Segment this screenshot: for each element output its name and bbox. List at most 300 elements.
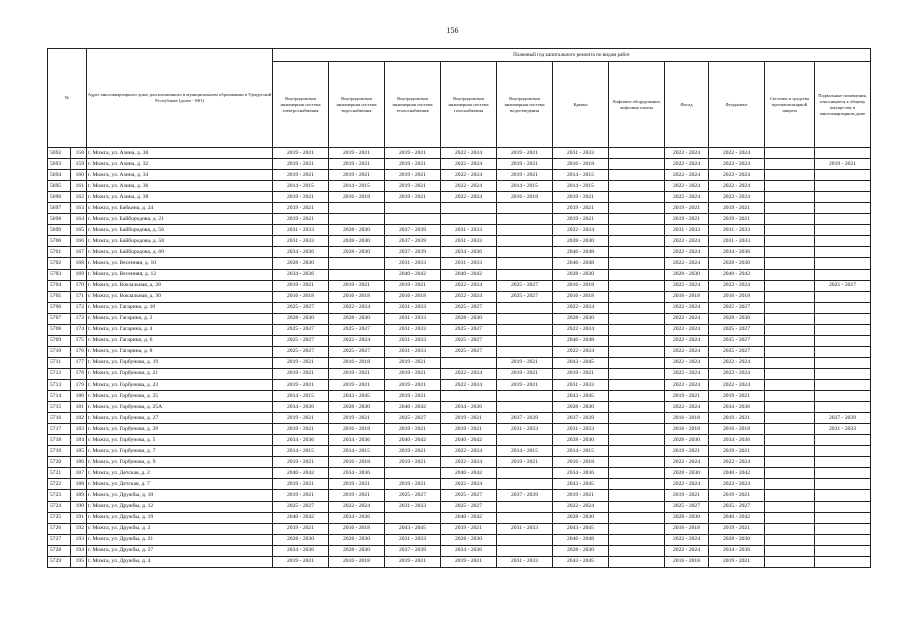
plan-year-cell: 2028 - 2030 bbox=[329, 247, 385, 258]
plan-year-cell bbox=[815, 302, 871, 313]
plan-year-cell: 2025 - 2027 bbox=[497, 291, 553, 302]
row-number: 168 bbox=[71, 258, 87, 269]
plan-year-cell: 2019 - 2021 bbox=[329, 170, 385, 181]
plan-year-cell: 2025 - 2027 bbox=[709, 324, 765, 335]
table-row bbox=[48, 446, 871, 457]
row-id: 5721 bbox=[48, 468, 71, 479]
plan-year-cell bbox=[815, 170, 871, 181]
plan-year-cell bbox=[609, 468, 665, 479]
row-id: 5700 bbox=[48, 236, 71, 247]
row-number: 167 bbox=[71, 247, 87, 258]
plan-year-cell: 2034 - 2036 bbox=[709, 402, 765, 413]
row-id: 5712 bbox=[48, 368, 71, 379]
header-work-roof: Крыша bbox=[553, 62, 609, 148]
plan-year-cell bbox=[497, 225, 553, 236]
plan-year-cell bbox=[609, 236, 665, 247]
row-id: 5698 bbox=[48, 214, 71, 225]
plan-year-cell: 2031 - 2033 bbox=[553, 148, 609, 159]
plan-year-cell bbox=[765, 324, 815, 335]
plan-year-cell bbox=[609, 258, 665, 269]
plan-year-cell bbox=[765, 269, 815, 280]
plan-year-cell: 2016 - 2018 bbox=[385, 291, 441, 302]
row-number: 192 bbox=[71, 523, 87, 534]
plan-year-cell: 2031 - 2033 bbox=[441, 225, 497, 236]
row-address: г. Можга, ул. Вокзальная, д. 28 bbox=[87, 280, 273, 291]
plan-year-cell: 2019 - 2021 bbox=[385, 479, 441, 490]
plan-year-cell bbox=[765, 291, 815, 302]
plan-year-cell: 2016 - 2018 bbox=[329, 192, 385, 203]
plan-year-cell: 2016 - 2018 bbox=[329, 291, 385, 302]
plan-year-cell: 2025 - 2027 bbox=[385, 413, 441, 424]
plan-year-cell: 2014 - 2015 bbox=[553, 446, 609, 457]
row-number: 170 bbox=[71, 280, 87, 291]
header-plan-year: Плановый год капитального ремонта по видам работ bbox=[273, 49, 871, 62]
row-id: 5708 bbox=[48, 324, 71, 335]
plan-year-cell: 2031 - 2033 bbox=[385, 302, 441, 313]
table-header bbox=[48, 49, 871, 148]
plan-year-cell: 2019 - 2021 bbox=[553, 490, 609, 501]
row-number: 173 bbox=[71, 313, 87, 324]
plan-year-cell bbox=[497, 214, 553, 225]
plan-year-cell: 2019 - 2021 bbox=[385, 446, 441, 457]
plan-year-cell: 2019 - 2021 bbox=[273, 170, 329, 181]
plan-year-cell: 2019 - 2021 bbox=[273, 479, 329, 490]
plan-year-cell: 2028 - 2030 bbox=[553, 269, 609, 280]
plan-year-cell: 2025 - 2027 bbox=[273, 324, 329, 335]
plan-year-cell bbox=[765, 357, 815, 368]
row-number: 159 bbox=[71, 159, 87, 170]
plan-year-cell bbox=[497, 479, 553, 490]
plan-year-cell bbox=[765, 468, 815, 479]
plan-year-cell bbox=[497, 203, 553, 214]
plan-year-cell: 2031 - 2033 bbox=[385, 534, 441, 545]
plan-year-cell: 2031 - 2033 bbox=[385, 258, 441, 269]
plan-year-cell: 2034 - 2036 bbox=[441, 247, 497, 258]
plan-year-cell: 2019 - 2021 bbox=[329, 413, 385, 424]
plan-year-cell: 2034 - 2036 bbox=[273, 435, 329, 446]
plan-year-cell: 2022 - 2024 bbox=[665, 170, 709, 181]
plan-year-cell: 2028 - 2030 bbox=[709, 313, 765, 324]
plan-year-cell: 2019 - 2021 bbox=[273, 457, 329, 468]
plan-year-cell bbox=[815, 148, 871, 159]
plan-year-cell bbox=[609, 181, 665, 192]
plan-year-cell bbox=[609, 346, 665, 357]
plan-year-cell: 2040 - 2042 bbox=[709, 468, 765, 479]
plan-year-cell: 2019 - 2021 bbox=[385, 379, 441, 390]
plan-year-cell: 2040 - 2042 bbox=[709, 269, 765, 280]
plan-year-cell bbox=[609, 214, 665, 225]
table-row bbox=[48, 490, 871, 501]
plan-year-cell bbox=[441, 391, 497, 402]
plan-year-cell bbox=[815, 357, 871, 368]
plan-year-cell: 2037 - 2039 bbox=[385, 247, 441, 258]
plan-year-cell bbox=[609, 545, 665, 556]
plan-year-cell: 2031 - 2033 bbox=[497, 556, 553, 567]
plan-year-cell: 2019 - 2021 bbox=[665, 490, 709, 501]
plan-year-cell: 2022 - 2024 bbox=[441, 446, 497, 457]
plan-year-cell: 2043 - 2045 bbox=[553, 523, 609, 534]
plan-year-cell bbox=[765, 258, 815, 269]
plan-year-cell: 2016 - 2018 bbox=[497, 192, 553, 203]
plan-year-cell: 2043 - 2045 bbox=[329, 391, 385, 402]
plan-year-cell: 2025 - 2027 bbox=[665, 501, 709, 512]
table-row bbox=[48, 457, 871, 468]
plan-year-cell: 2022 - 2024 bbox=[329, 302, 385, 313]
plan-year-cell: 2040 - 2042 bbox=[385, 435, 441, 446]
plan-year-cell: 2022 - 2024 bbox=[665, 280, 709, 291]
plan-year-cell bbox=[765, 225, 815, 236]
plan-year-cell: 2016 - 2018 bbox=[665, 523, 709, 534]
plan-year-cell: 2019 - 2021 bbox=[709, 523, 765, 534]
plan-year-cell bbox=[765, 413, 815, 424]
plan-year-cell: 2040 - 2042 bbox=[385, 402, 441, 413]
row-number: 172 bbox=[71, 302, 87, 313]
plan-year-cell: 2034 - 2036 bbox=[329, 468, 385, 479]
plan-year-cell: 2022 - 2024 bbox=[665, 302, 709, 313]
row-address: г. Можга, ул. Вокзальная, д. 30 bbox=[87, 291, 273, 302]
plan-year-cell: 2022 - 2024 bbox=[441, 170, 497, 181]
plan-year-cell bbox=[765, 148, 815, 159]
row-number: 166 bbox=[71, 236, 87, 247]
row-address: г. Можга, ул. Гагарина, д. 8 bbox=[87, 346, 273, 357]
plan-year-cell: 2037 - 2039 bbox=[815, 413, 871, 424]
plan-year-cell: 2043 - 2045 bbox=[553, 556, 609, 567]
plan-year-cell: 2016 - 2018 bbox=[553, 159, 609, 170]
plan-year-cell: 2016 - 2018 bbox=[553, 280, 609, 291]
plan-year-cell: 2019 - 2021 bbox=[553, 368, 609, 379]
plan-year-cell: 2025 - 2027 bbox=[273, 302, 329, 313]
plan-year-cell: 2031 - 2033 bbox=[273, 225, 329, 236]
plan-year-cell: 2016 - 2018 bbox=[553, 457, 609, 468]
plan-year-cell: 2028 - 2030 bbox=[665, 435, 709, 446]
row-address: г. Можга, ул. Дружбы, д. 12 bbox=[87, 501, 273, 512]
row-number: 160 bbox=[71, 170, 87, 181]
row-address: г. Можга, ул. Азина, д. 38 bbox=[87, 192, 273, 203]
plan-year-cell bbox=[609, 413, 665, 424]
plan-year-cell bbox=[497, 501, 553, 512]
row-number: 175 bbox=[71, 335, 87, 346]
plan-year-cell bbox=[815, 556, 871, 567]
plan-year-cell: 2037 - 2039 bbox=[385, 236, 441, 247]
row-id: 5711 bbox=[48, 357, 71, 368]
plan-year-cell: 2019 - 2021 bbox=[273, 379, 329, 390]
plan-year-cell: 2019 - 2021 bbox=[709, 391, 765, 402]
table-row bbox=[48, 556, 871, 567]
plan-year-cell bbox=[385, 468, 441, 479]
plan-year-cell bbox=[815, 236, 871, 247]
plan-year-cell: 2022 - 2024 bbox=[665, 313, 709, 324]
plan-year-cell: 2028 - 2030 bbox=[665, 269, 709, 280]
plan-year-cell: 2019 - 2021 bbox=[385, 457, 441, 468]
table-row bbox=[48, 324, 871, 335]
plan-year-cell: 2025 - 2027 bbox=[709, 302, 765, 313]
row-id: 5726 bbox=[48, 523, 71, 534]
plan-year-cell bbox=[609, 203, 665, 214]
plan-year-cell: 2028 - 2030 bbox=[273, 258, 329, 269]
row-id: 5715 bbox=[48, 402, 71, 413]
table-row bbox=[48, 280, 871, 291]
row-address: г. Можга, ул. Дружбы, д. 19 bbox=[87, 512, 273, 523]
plan-year-cell: 2031 - 2033 bbox=[441, 236, 497, 247]
plan-year-cell: 2019 - 2021 bbox=[329, 479, 385, 490]
row-address: г. Можга, ул. Горбунова, д. 5 bbox=[87, 435, 273, 446]
row-address: г. Можга, ул. Горбунова, д. 9 bbox=[87, 457, 273, 468]
row-number: 163 bbox=[71, 203, 87, 214]
plan-year-cell bbox=[765, 391, 815, 402]
header-work-foundation: Фундамент bbox=[709, 62, 765, 148]
plan-year-cell bbox=[609, 424, 665, 435]
plan-year-cell bbox=[815, 457, 871, 468]
plan-year-cell: 2022 - 2024 bbox=[709, 170, 765, 181]
plan-year-cell bbox=[815, 512, 871, 523]
plan-year-cell: 2019 - 2021 bbox=[273, 214, 329, 225]
plan-year-cell bbox=[765, 236, 815, 247]
plan-year-cell bbox=[497, 269, 553, 280]
plan-year-cell bbox=[815, 346, 871, 357]
plan-year-cell: 2019 - 2021 bbox=[329, 379, 385, 390]
plan-year-cell: 2022 - 2024 bbox=[665, 368, 709, 379]
plan-year-cell: 2037 - 2039 bbox=[385, 545, 441, 556]
table-row bbox=[48, 468, 871, 479]
plan-year-cell: 2019 - 2021 bbox=[385, 357, 441, 368]
plan-year-cell: 2034 - 2036 bbox=[441, 402, 497, 413]
plan-year-cell: 2019 - 2021 bbox=[385, 391, 441, 402]
plan-year-cell bbox=[385, 203, 441, 214]
plan-year-cell: 2046 - 2048 bbox=[553, 335, 609, 346]
plan-year-cell: 2014 - 2015 bbox=[497, 446, 553, 457]
plan-year-cell: 2022 - 2024 bbox=[665, 159, 709, 170]
plan-year-cell: 2028 - 2030 bbox=[553, 435, 609, 446]
plan-year-cell: 2022 - 2024 bbox=[709, 457, 765, 468]
row-address: г. Можга, ул. Азина, д. 36 bbox=[87, 181, 273, 192]
plan-year-cell bbox=[765, 368, 815, 379]
plan-year-cell: 2022 - 2024 bbox=[441, 148, 497, 159]
plan-year-cell: 2016 - 2018 bbox=[273, 291, 329, 302]
row-number: 171 bbox=[71, 291, 87, 302]
row-id: 5702 bbox=[48, 258, 71, 269]
header-work-sewage: Внутридомовая инженерная система водоотведения bbox=[497, 62, 553, 148]
plan-year-cell: 2022 - 2024 bbox=[709, 479, 765, 490]
plan-year-cell: 2022 - 2024 bbox=[709, 368, 765, 379]
plan-year-cell: 2025 - 2027 bbox=[329, 346, 385, 357]
plan-year-cell: 2016 - 2018 bbox=[329, 523, 385, 534]
plan-year-cell: 2019 - 2021 bbox=[273, 413, 329, 424]
plan-year-cell: 2025 - 2027 bbox=[497, 280, 553, 291]
plan-year-cell: 2019 - 2021 bbox=[273, 192, 329, 203]
page-number: 156 bbox=[446, 26, 459, 35]
table-row bbox=[48, 269, 871, 280]
plan-year-cell: 2025 - 2027 bbox=[273, 335, 329, 346]
plan-year-cell: 2040 - 2042 bbox=[441, 269, 497, 280]
plan-year-cell bbox=[609, 335, 665, 346]
plan-year-cell bbox=[497, 236, 553, 247]
plan-year-cell: 2028 - 2030 bbox=[665, 512, 709, 523]
row-number: 165 bbox=[71, 225, 87, 236]
plan-year-cell: 2022 - 2024 bbox=[709, 357, 765, 368]
plan-year-cell: 2022 - 2024 bbox=[441, 159, 497, 170]
plan-year-cell: 2019 - 2021 bbox=[497, 170, 553, 181]
table-row bbox=[48, 368, 871, 379]
row-address: г. Можга, ул. Гагарина, д. 2 bbox=[87, 313, 273, 324]
plan-year-cell: 2031 - 2033 bbox=[497, 424, 553, 435]
plan-year-cell: 2022 - 2024 bbox=[441, 379, 497, 390]
plan-year-cell bbox=[815, 313, 871, 324]
plan-year-cell bbox=[815, 269, 871, 280]
plan-year-cell: 2022 - 2024 bbox=[709, 379, 765, 390]
plan-year-cell bbox=[815, 324, 871, 335]
plan-year-cell bbox=[609, 280, 665, 291]
row-address: г. Можга, ул. Дружбы, д. 27 bbox=[87, 545, 273, 556]
plan-year-cell: 2019 - 2021 bbox=[553, 203, 609, 214]
row-id: 5720 bbox=[48, 457, 71, 468]
plan-year-cell: 2040 - 2042 bbox=[441, 435, 497, 446]
plan-year-cell: 2025 - 2027 bbox=[441, 346, 497, 357]
plan-year-cell: 2019 - 2021 bbox=[709, 446, 765, 457]
plan-year-cell: 2019 - 2021 bbox=[709, 556, 765, 567]
plan-year-cell: 2028 - 2030 bbox=[553, 402, 609, 413]
plan-year-cell: 2022 - 2024 bbox=[441, 479, 497, 490]
plan-year-cell: 2019 - 2021 bbox=[497, 159, 553, 170]
table-row bbox=[48, 512, 871, 523]
row-id: 5701 bbox=[48, 247, 71, 258]
plan-year-cell: 2025 - 2027 bbox=[815, 280, 871, 291]
plan-year-cell: 2019 - 2021 bbox=[709, 203, 765, 214]
row-address: г. Можга, ул. Горбунова, д. 23 bbox=[87, 379, 273, 390]
plan-year-cell: 2037 - 2039 bbox=[385, 225, 441, 236]
plan-year-cell: 2040 - 2042 bbox=[273, 512, 329, 523]
plan-year-cell bbox=[815, 468, 871, 479]
plan-year-cell: 2019 - 2021 bbox=[273, 424, 329, 435]
row-id: 5709 bbox=[48, 335, 71, 346]
plan-year-cell: 2022 - 2024 bbox=[665, 346, 709, 357]
plan-year-cell bbox=[497, 512, 553, 523]
table-row bbox=[48, 247, 871, 258]
plan-year-cell: 2043 - 2045 bbox=[553, 479, 609, 490]
row-number: 178 bbox=[71, 368, 87, 379]
table-row bbox=[48, 181, 871, 192]
table-row bbox=[48, 534, 871, 545]
plan-year-cell: 2028 - 2030 bbox=[441, 313, 497, 324]
plan-year-cell: 2019 - 2021 bbox=[385, 170, 441, 181]
plan-year-cell bbox=[609, 457, 665, 468]
plan-year-cell bbox=[815, 192, 871, 203]
plan-year-cell bbox=[765, 192, 815, 203]
plan-year-cell: 2022 - 2024 bbox=[441, 181, 497, 192]
row-number: 180 bbox=[71, 391, 87, 402]
plan-year-cell: 2019 - 2021 bbox=[553, 192, 609, 203]
row-address: г. Можга, ул. Азина, д. 34 bbox=[87, 170, 273, 181]
row-number: 184 bbox=[71, 435, 87, 446]
row-id: 5692 bbox=[48, 148, 71, 159]
row-number: 191 bbox=[71, 512, 87, 523]
table-row bbox=[48, 159, 871, 170]
plan-year-cell: 2031 - 2033 bbox=[385, 324, 441, 335]
plan-year-cell: 2014 - 2015 bbox=[273, 446, 329, 457]
plan-year-cell bbox=[765, 247, 815, 258]
row-id: 5696 bbox=[48, 192, 71, 203]
plan-year-cell: 2040 - 2042 bbox=[709, 512, 765, 523]
plan-year-cell: 2046 - 2048 bbox=[553, 534, 609, 545]
plan-year-cell bbox=[765, 335, 815, 346]
plan-year-cell: 2019 - 2021 bbox=[441, 523, 497, 534]
plan-year-cell bbox=[497, 258, 553, 269]
row-id: 5729 bbox=[48, 556, 71, 567]
plan-year-cell: 2028 - 2030 bbox=[709, 534, 765, 545]
row-number: 188 bbox=[71, 479, 87, 490]
plan-year-cell: 2028 - 2030 bbox=[273, 313, 329, 324]
header-work-heating: Внутридомовая инженерная система теплоснабжения bbox=[385, 62, 441, 148]
table-row bbox=[48, 258, 871, 269]
row-id: 5704 bbox=[48, 280, 71, 291]
row-address: г. Можга, ул. Детская, д. 2 bbox=[87, 468, 273, 479]
plan-year-cell: 2025 - 2027 bbox=[441, 501, 497, 512]
plan-year-cell: 2019 - 2021 bbox=[273, 357, 329, 368]
plan-year-cell: 2034 - 2036 bbox=[273, 269, 329, 280]
plan-year-cell: 2040 - 2042 bbox=[385, 269, 441, 280]
table-body bbox=[48, 148, 871, 568]
table-row bbox=[48, 391, 871, 402]
row-id: 5724 bbox=[48, 501, 71, 512]
plan-year-cell: 2022 - 2024 bbox=[665, 324, 709, 335]
plan-year-cell bbox=[385, 512, 441, 523]
header-work-facade: Фасад bbox=[665, 62, 709, 148]
plan-year-cell bbox=[815, 291, 871, 302]
row-address: г. Можга, ул. Бабкина, д. 24 bbox=[87, 203, 273, 214]
plan-year-cell: 2025 - 2027 bbox=[709, 346, 765, 357]
plan-year-cell bbox=[765, 545, 815, 556]
plan-year-cell bbox=[815, 247, 871, 258]
plan-year-cell: 2028 - 2030 bbox=[329, 534, 385, 545]
plan-year-cell: 2019 - 2021 bbox=[665, 446, 709, 457]
plan-year-cell bbox=[765, 556, 815, 567]
plan-year-cell: 2028 - 2030 bbox=[553, 313, 609, 324]
plan-year-cell bbox=[609, 379, 665, 390]
plan-year-cell bbox=[815, 391, 871, 402]
plan-year-cell bbox=[441, 357, 497, 368]
row-id: 5718 bbox=[48, 435, 71, 446]
plan-year-cell: 2022 - 2024 bbox=[709, 181, 765, 192]
table-row bbox=[48, 479, 871, 490]
row-address: г. Можга, ул. Байбородова, д. 58 bbox=[87, 236, 273, 247]
plan-year-cell: 2031 - 2033 bbox=[553, 379, 609, 390]
plan-year-cell: 2022 - 2024 bbox=[665, 258, 709, 269]
plan-year-cell: 2019 - 2021 bbox=[665, 214, 709, 225]
plan-year-cell bbox=[765, 379, 815, 390]
plan-year-cell bbox=[609, 291, 665, 302]
plan-year-cell: 2037 - 2039 bbox=[553, 413, 609, 424]
plan-year-cell bbox=[815, 545, 871, 556]
plan-year-cell: 2022 - 2024 bbox=[665, 247, 709, 258]
plan-year-cell: 2016 - 2018 bbox=[665, 413, 709, 424]
plan-year-cell bbox=[609, 269, 665, 280]
plan-year-cell: 2028 - 2030 bbox=[329, 545, 385, 556]
plan-year-cell: 2019 - 2021 bbox=[385, 424, 441, 435]
plan-year-cell: 2016 - 2018 bbox=[665, 424, 709, 435]
table-row bbox=[48, 523, 871, 534]
plan-year-cell bbox=[815, 479, 871, 490]
plan-year-cell: 2022 - 2024 bbox=[553, 225, 609, 236]
plan-year-cell bbox=[765, 479, 815, 490]
plan-year-cell: 2019 - 2021 bbox=[553, 214, 609, 225]
plan-year-cell: 2040 - 2042 bbox=[441, 512, 497, 523]
plan-year-cell: 2019 - 2021 bbox=[497, 357, 553, 368]
plan-year-cell: 2014 - 2015 bbox=[497, 181, 553, 192]
plan-year-cell: 2022 - 2024 bbox=[709, 192, 765, 203]
row-address: г. Можга, ул. Горбунова, д. 19 bbox=[87, 357, 273, 368]
plan-year-cell: 2022 - 2024 bbox=[441, 280, 497, 291]
row-address: г. Можга, ул. Байбородова, д. 60 bbox=[87, 247, 273, 258]
plan-year-cell bbox=[765, 203, 815, 214]
